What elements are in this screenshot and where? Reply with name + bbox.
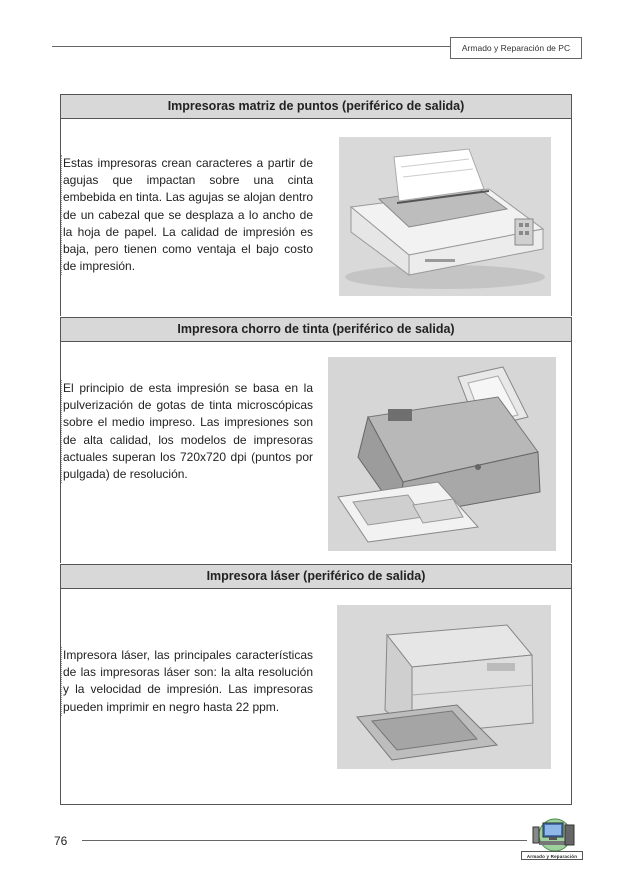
- section-title-laser: Impresora láser (periférico de salida): [60, 564, 572, 589]
- section-title-dot-matrix: Impresoras matriz de puntos (periférico de salida): [60, 94, 572, 119]
- footer-rule: [82, 840, 527, 841]
- section-title-inkjet: Impresora chorro de tinta (periférico de salida): [60, 317, 572, 342]
- page-number: 76: [54, 834, 68, 848]
- section-text-laser-content: Impresora láser, las principales características de las impresoras láser son: la alta resolución y la velocidad de impresión. Las impresoras pueden imprimir en negro hasta 22 ppm.: [63, 648, 313, 714]
- header-rule: [52, 46, 450, 47]
- laser-printer-photo: [337, 605, 551, 769]
- section-text-laser: [63, 647, 313, 716]
- section-text-dot-matrix: [63, 155, 313, 275]
- section-text-dot-matrix-content: Estas impresoras crean caracteres a partir de agujas que impactan sobre una cinta embebida en tinta. Las agujas se alojan dentro de un cabezal que se desplaza a lo ancho de la hoja de papel. La calidad de impresión es baja, pero tienen como ventaja el bajo costo de impresión.: [63, 156, 313, 274]
- section-text-inkjet: [63, 380, 313, 483]
- section-text-inkjet-content: El principio de esta impresión se basa en la pulverización de gotas de tinta microscópicas sobre el medio impreso. Las impresiones son de alta calidad, los modelos de impresoras actuales superan los 720x720 dpi (puntos por pulgada) de resolución.: [63, 381, 313, 482]
- logo-label: Armado y Reparación: [521, 851, 583, 860]
- header-title: Armado y Reparación de PC: [450, 37, 582, 59]
- dot-matrix-printer-photo: [339, 137, 551, 296]
- inkjet-printer-photo: [328, 357, 556, 551]
